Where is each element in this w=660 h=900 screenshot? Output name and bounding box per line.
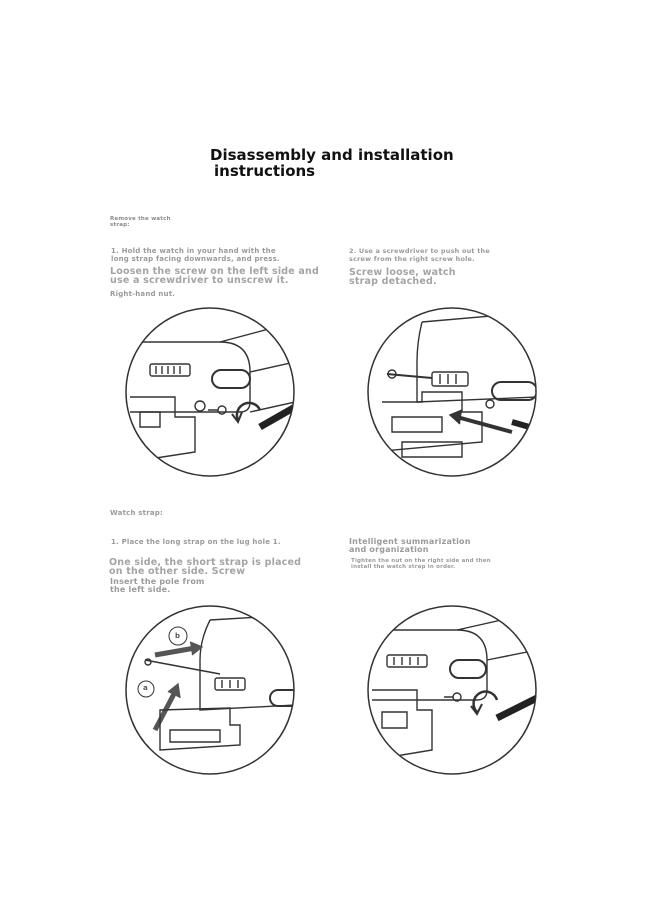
screwdriver-icon (512, 422, 540, 430)
figure-push-screw (362, 302, 542, 482)
watch-body (200, 620, 295, 710)
push-arrow-icon (155, 648, 195, 655)
section1-left-note: Loosen the screw on the left side and use a screwdriver to unscrew it. (110, 266, 319, 286)
screw-icon (208, 406, 226, 414)
section2-right-sub: Tighten the nut on the right side and then install the watch strap in order. (351, 558, 491, 570)
label-a: a (143, 684, 148, 692)
title-line-2: instructions (214, 162, 316, 180)
watch-body (417, 322, 537, 402)
strap-pin (145, 660, 220, 674)
watch-lug (432, 372, 468, 386)
figure-unscrew-left (120, 302, 300, 482)
label-b: b (175, 632, 181, 640)
section1-right-step: 2. Use a screwdriver to push out the screw from the right screw hole. (349, 247, 490, 263)
watch-strap (130, 397, 195, 462)
screwdriver-icon (497, 698, 537, 718)
watch-lug (387, 655, 427, 667)
screw-icon (387, 370, 432, 378)
section1-left-sub: Right-hand nut. (110, 290, 176, 298)
title-line-1: Disassembly and installation (210, 146, 454, 164)
section2-left-step: 1. Place the long strap on the lug hole 1. (111, 538, 281, 546)
figure-tighten-screw (362, 600, 542, 780)
section1-left-step: 1. Hold the watch in your hand with the long strap facing downwards, and press. (111, 247, 280, 263)
watch-strap (160, 708, 240, 750)
section2-left-sub: Insert the pole from the left side. (110, 577, 205, 594)
section2-heading: Watch strap: (110, 509, 164, 517)
page-title (210, 147, 454, 179)
push-arrow-icon (457, 417, 512, 432)
screw-hole (195, 401, 205, 411)
screw-hole (486, 400, 494, 408)
watch-body (130, 342, 250, 412)
section2-right-step: Intelligent summarization and organization (349, 537, 471, 554)
section1-right-note: Screw loose, watch strap detached. (349, 267, 456, 287)
rotate-arrow-icon (474, 692, 497, 712)
section2-left-note: One side, the short strap is placed on the other side. Screw (109, 557, 302, 577)
section1-heading: Remove the watch strap: (110, 216, 171, 228)
